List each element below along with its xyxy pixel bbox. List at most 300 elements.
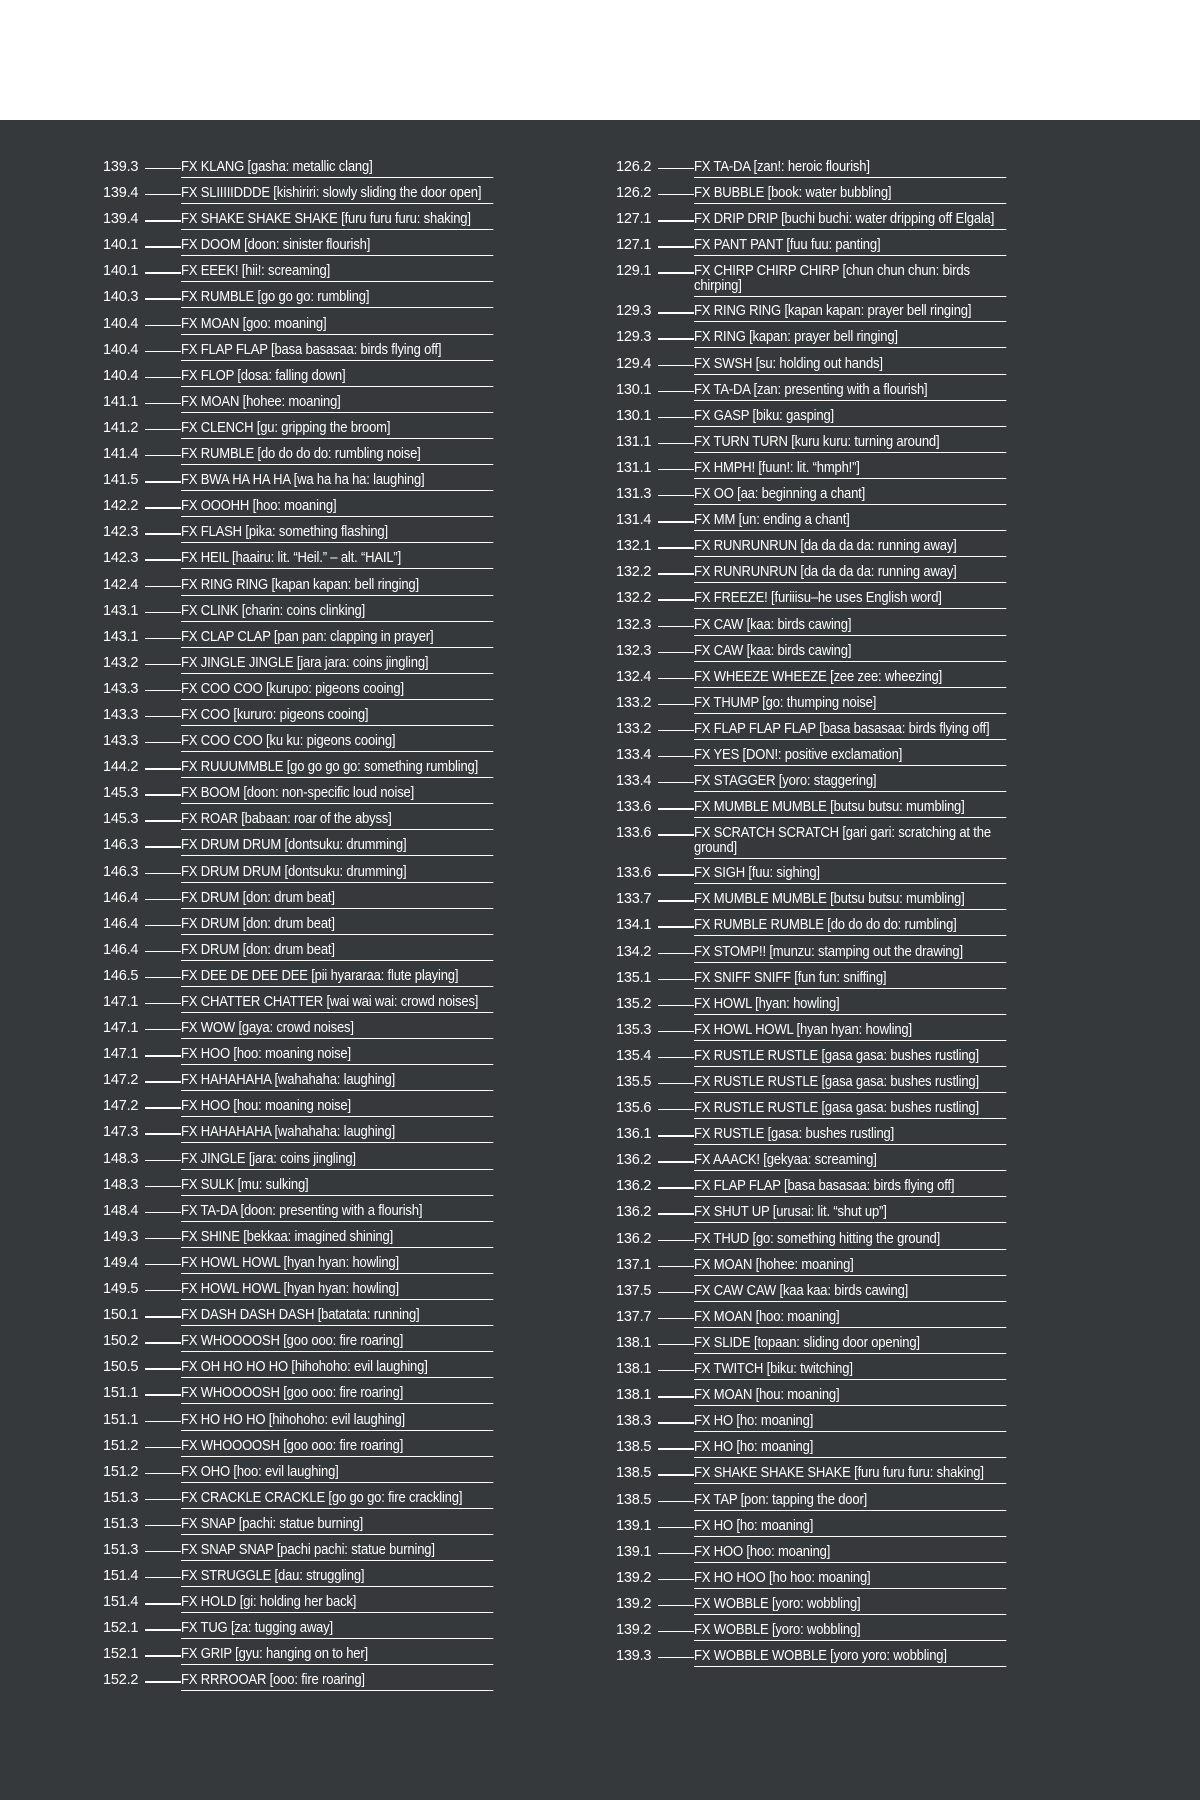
page-panel-number: 132.3 xyxy=(616,616,652,633)
page-panel-number: 137.1 xyxy=(616,1256,652,1273)
page-panel-number: 147.2 xyxy=(103,1072,139,1089)
sfx-entry xyxy=(103,496,528,522)
sfx-entry xyxy=(616,1229,1041,1255)
sfx-entry xyxy=(103,392,528,418)
page-panel-number: 140.3 xyxy=(103,289,139,306)
sfx-description: FX HMPH! [fuun!: lit. “hmph!”] xyxy=(694,458,1006,479)
sfx-list-right-column xyxy=(616,157,1041,1672)
sfx-description: FX STRUGGLE [dau: struggling] xyxy=(181,1566,493,1587)
sfx-description: FX MM [un: ending a chant] xyxy=(694,510,1006,531)
sfx-description: FX TUG [za: tugging away] xyxy=(181,1618,493,1639)
sfx-entry xyxy=(616,1411,1041,1437)
sfx-description: FX RUSTLE RUSTLE [gasa gasa: bushes rustling] xyxy=(694,1072,1006,1093)
sfx-description: FX YES [DON!: positive exclamation] xyxy=(694,745,1006,766)
leader-line xyxy=(658,678,694,679)
sfx-entry xyxy=(103,966,528,992)
sfx-entry xyxy=(616,562,1041,588)
page-panel-number: 133.4 xyxy=(616,773,652,790)
leader-line xyxy=(658,1422,694,1423)
sfx-description: FX TA-DA [doon: presenting with a flourish] xyxy=(181,1201,493,1222)
sfx-entry xyxy=(616,1124,1041,1150)
leader-line xyxy=(658,1501,694,1502)
leader-line xyxy=(145,586,181,587)
sfx-description: FX COO [kururo: pigeons cooing] xyxy=(181,705,493,726)
sfx-entry xyxy=(616,719,1041,745)
page-panel-number: 129.1 xyxy=(616,263,652,280)
sfx-description: FX JINGLE JINGLE [jara jara: coins jingling] xyxy=(181,653,493,674)
sfx-entry xyxy=(103,366,528,392)
page-panel-number: 139.2 xyxy=(616,1569,652,1586)
sfx-description: FX HOWL HOWL [hyan hyan: howling] xyxy=(181,1253,493,1274)
page-panel-number: 147.3 xyxy=(103,1124,139,1141)
sfx-entry xyxy=(103,1149,528,1175)
sfx-entry xyxy=(103,1566,528,1592)
sfx-entry xyxy=(616,745,1041,771)
sfx-description: FX THUD [go: something hitting the ground] xyxy=(694,1229,1006,1250)
sfx-description: FX RUSTLE RUSTLE [gasa gasa: bushes rustling] xyxy=(694,1098,1006,1119)
leader-line xyxy=(658,1448,694,1449)
page-panel-number: 140.4 xyxy=(103,341,139,358)
leader-line xyxy=(658,573,694,574)
sfx-description: FX SHAKE SHAKE SHAKE [furu furu furu: shaking] xyxy=(694,1463,1006,1484)
page-panel-number: 141.4 xyxy=(103,446,139,463)
sfx-entry xyxy=(616,1516,1041,1542)
sfx-entry xyxy=(103,940,528,966)
page-panel-number: 139.4 xyxy=(103,211,139,228)
page-panel-number: 147.2 xyxy=(103,1098,139,1115)
sfx-entry xyxy=(103,235,528,261)
sfx-entry xyxy=(103,1096,528,1122)
page-panel-number: 139.1 xyxy=(616,1543,652,1560)
sfx-entry xyxy=(103,888,528,914)
page-panel-number: 134.1 xyxy=(616,917,652,934)
page-panel-number: 145.3 xyxy=(103,785,139,802)
sfx-entry xyxy=(616,588,1041,614)
sfx-description: FX TA-DA [zan: presenting with a flourish] xyxy=(694,380,1006,401)
sfx-description: FX OH HO HO HO [hihohoho: evil laughing] xyxy=(181,1357,493,1378)
sfx-entry xyxy=(616,406,1041,432)
sfx-description: FX SWSH [su: holding out hands] xyxy=(694,354,1006,375)
sfx-description: FX ROAR [babaan: roar of the abyss] xyxy=(181,809,493,830)
page-panel-number: 152.1 xyxy=(103,1646,139,1663)
leader-line xyxy=(658,599,694,600)
sfx-entry xyxy=(616,641,1041,667)
page-panel-number: 131.1 xyxy=(616,459,652,476)
page-panel-number: 138.3 xyxy=(616,1413,652,1430)
leader-line xyxy=(145,951,181,952)
page-panel-number: 146.3 xyxy=(103,863,139,880)
sfx-description: FX CAW [kaa: birds cawing] xyxy=(694,615,1006,636)
page-panel-number: 147.1 xyxy=(103,1046,139,1063)
page-panel-number: 152.1 xyxy=(103,1620,139,1637)
leader-line xyxy=(658,1266,694,1267)
sfx-entry xyxy=(616,1202,1041,1228)
sfx-description: FX CHIRP CHIRP CHIRP [chun chun chun: birds chirping] xyxy=(694,261,1006,297)
page-panel-number: 135.4 xyxy=(616,1047,652,1064)
leader-line xyxy=(145,1055,181,1056)
leader-line xyxy=(658,1344,694,1345)
leader-line xyxy=(658,1031,694,1032)
sfx-description: FX GRIP [gyu: hanging on to her] xyxy=(181,1644,493,1665)
leader-line xyxy=(145,1212,181,1213)
sfx-description: FX RUMBLE [do do do do: rumbling noise] xyxy=(181,444,493,465)
sfx-description: FX FLASH [pika: something flashing] xyxy=(181,522,493,543)
sfx-description: FX SHUT UP [urusai: lit. “shut up”] xyxy=(694,1202,1006,1223)
sfx-description: FX SIGH [fuu: sighing] xyxy=(694,863,1006,884)
leader-line xyxy=(145,220,181,221)
page-panel-number: 143.3 xyxy=(103,706,139,723)
leader-line xyxy=(658,391,694,392)
top-margin xyxy=(0,0,1200,120)
sfx-description: FX HOWL HOWL [hyan hyan: howling] xyxy=(694,1020,1006,1041)
sfx-entry xyxy=(616,209,1041,235)
sfx-entry xyxy=(616,380,1041,406)
page-panel-number: 139.4 xyxy=(103,185,139,202)
sfx-description: FX SCRATCH SCRATCH [gari gari: scratching at the ground] xyxy=(694,823,1006,859)
leader-line xyxy=(145,1316,181,1317)
sfx-entry xyxy=(103,757,528,783)
sfx-entry xyxy=(103,627,528,653)
sfx-description: FX HOWL [hyan: howling] xyxy=(694,994,1006,1015)
leader-line xyxy=(145,1081,181,1082)
sfx-description: FX OHO [hoo: evil laughing] xyxy=(181,1462,493,1483)
sfx-description: FX HOWL HOWL [hyan hyan: howling] xyxy=(181,1279,493,1300)
sfx-description: FX FLOP [dosa: falling down] xyxy=(181,366,493,387)
sfx-entry xyxy=(103,1670,528,1696)
sfx-entry xyxy=(616,327,1041,353)
sfx-entry xyxy=(616,1281,1041,1307)
sfx-description: FX RUSTLE [gasa: bushes rustling] xyxy=(694,1124,1006,1145)
sfx-entry xyxy=(103,914,528,940)
page-panel-number: 133.6 xyxy=(616,865,652,882)
sfx-entry xyxy=(103,679,528,705)
leader-line xyxy=(145,846,181,847)
sfx-entry xyxy=(616,942,1041,968)
sfx-description: FX RUNRUNRUN [da da da da: running away] xyxy=(694,536,1006,557)
page-panel-number: 142.3 xyxy=(103,550,139,567)
leader-line xyxy=(145,1655,181,1656)
sfx-entry xyxy=(103,1644,528,1670)
leader-line xyxy=(145,1186,181,1187)
sfx-entry xyxy=(103,835,528,861)
page-panel-number: 133.4 xyxy=(616,746,652,763)
leader-line xyxy=(145,533,181,534)
leader-line xyxy=(658,900,694,901)
sfx-entry xyxy=(103,340,528,366)
page-panel-number: 148.3 xyxy=(103,1176,139,1193)
leader-line xyxy=(658,782,694,783)
sfx-entry xyxy=(616,432,1041,458)
leader-line xyxy=(145,1029,181,1030)
page-panel-number: 138.5 xyxy=(616,1491,652,1508)
sfx-description: FX WOW [gaya: crowd noises] xyxy=(181,1018,493,1039)
page-panel-number: 143.1 xyxy=(103,628,139,645)
leader-line xyxy=(145,507,181,508)
sfx-entry xyxy=(616,157,1041,183)
sfx-description: FX HO HO HO [hihohoho: evil laughing] xyxy=(181,1410,493,1431)
sfx-entry xyxy=(103,1488,528,1514)
sfx-description: FX MUMBLE MUMBLE [butsu butsu: mumbling] xyxy=(694,797,1006,818)
sfx-description: FX MOAN [hoo: moaning] xyxy=(694,1307,1006,1328)
sfx-description: FX FLAP FLAP [basa basasaa: birds flying off] xyxy=(694,1176,1006,1197)
sfx-entry xyxy=(103,522,528,548)
sfx-entry xyxy=(616,1463,1041,1489)
page-panel-number: 137.5 xyxy=(616,1282,652,1299)
page-panel-number: 140.4 xyxy=(103,367,139,384)
sfx-entry xyxy=(616,484,1041,510)
leader-line xyxy=(145,1447,181,1448)
page-panel-number: 135.1 xyxy=(616,969,652,986)
sfx-description: FX COO COO [kurupo: pigeons cooing] xyxy=(181,679,493,700)
sfx-entry xyxy=(103,1201,528,1227)
sfx-description: FX TURN TURN [kuru kuru: turning around] xyxy=(694,432,1006,453)
leader-line xyxy=(658,652,694,653)
sfx-entry xyxy=(103,1357,528,1383)
sfx-entry xyxy=(616,510,1041,536)
sfx-description: FX DASH DASH DASH [batatata: running] xyxy=(181,1305,493,1326)
sfx-entry xyxy=(616,693,1041,719)
leader-line xyxy=(658,443,694,444)
sfx-description: FX DEE DE DEE DEE [pii hyararaa: flute playing] xyxy=(181,966,493,987)
leader-line xyxy=(145,481,181,482)
page-panel-number: 151.3 xyxy=(103,1515,139,1532)
sfx-entry xyxy=(103,470,528,496)
leader-line xyxy=(145,690,181,691)
leader-line xyxy=(658,1109,694,1110)
leader-line xyxy=(658,220,694,221)
leader-line xyxy=(658,808,694,809)
leader-line xyxy=(145,1160,181,1161)
sfx-description: FX HOO [hou: moaning noise] xyxy=(181,1096,493,1117)
sfx-entry xyxy=(616,1594,1041,1620)
page-panel-number: 149.3 xyxy=(103,1228,139,1245)
sfx-description: FX CLAP CLAP [pan pan: clapping in prayer] xyxy=(181,627,493,648)
sfx-entry xyxy=(616,994,1041,1020)
sfx-description: FX RUMBLE [go go go: rumbling] xyxy=(181,287,493,308)
page-panel-number: 132.3 xyxy=(616,642,652,659)
sfx-description: FX WOBBLE [yoro: wobbling] xyxy=(694,1620,1006,1641)
leader-line xyxy=(658,1579,694,1580)
leader-line xyxy=(145,351,181,352)
sfx-description: FX SULK [mu: sulking] xyxy=(181,1175,493,1196)
leader-line xyxy=(145,403,181,404)
sfx-entry xyxy=(616,1046,1041,1072)
leader-line xyxy=(658,417,694,418)
sfx-description: FX CHATTER CHATTER [wai wai wai: crowd noises] xyxy=(181,992,493,1013)
sfx-description: FX TAP [pon: tapping the door] xyxy=(694,1490,1006,1511)
leader-line xyxy=(658,1005,694,1006)
leader-line xyxy=(658,1553,694,1554)
page-panel-number: 133.6 xyxy=(616,825,652,842)
sfx-description: FX FLAP FLAP [basa basasaa: birds flying off] xyxy=(181,340,493,361)
sfx-entry xyxy=(616,1646,1041,1672)
sfx-description: FX SNAP SNAP [pachi pachi: statue burning] xyxy=(181,1540,493,1561)
leader-line xyxy=(145,1264,181,1265)
leader-line xyxy=(145,638,181,639)
sfx-entry xyxy=(103,1410,528,1436)
sfx-description: FX SHAKE SHAKE SHAKE [furu furu furu: shaking] xyxy=(181,209,493,230)
sfx-entry xyxy=(616,1020,1041,1046)
page-panel-number: 139.2 xyxy=(616,1621,652,1638)
sfx-description: FX MOAN [goo: moaning] xyxy=(181,314,493,335)
sfx-description: FX RING [kapan: prayer bell ringing] xyxy=(694,327,1006,348)
leader-line xyxy=(658,1631,694,1632)
page-panel-number: 136.1 xyxy=(616,1126,652,1143)
sfx-entry xyxy=(103,1436,528,1462)
sfx-description: FX MOAN [hou: moaning] xyxy=(694,1385,1006,1406)
sfx-entry xyxy=(103,992,528,1018)
sfx-entry xyxy=(103,261,528,287)
sfx-description: FX DRUM [don: drum beat] xyxy=(181,914,493,935)
leader-line xyxy=(145,1629,181,1630)
page-panel-number: 135.2 xyxy=(616,995,652,1012)
sfx-description: FX RRROOAR [ooo: fire roaring] xyxy=(181,1670,493,1691)
sfx-description: FX PANT PANT [fuu fuu: panting] xyxy=(694,235,1006,256)
leader-line xyxy=(145,768,181,769)
leader-line xyxy=(658,469,694,470)
sfx-description: FX WOBBLE [yoro: wobbling] xyxy=(694,1594,1006,1615)
page-panel-number: 147.1 xyxy=(103,1020,139,1037)
leader-line xyxy=(145,325,181,326)
sfx-description: FX OOOHH [hoo: moaning] xyxy=(181,496,493,517)
leader-line xyxy=(658,312,694,313)
page-panel-number: 140.1 xyxy=(103,263,139,280)
sfx-entry xyxy=(616,458,1041,484)
sfx-entry xyxy=(103,731,528,757)
leader-line xyxy=(145,455,181,456)
sfx-entry xyxy=(103,1018,528,1044)
sfx-entry xyxy=(103,418,528,444)
page-panel-number: 142.3 xyxy=(103,524,139,541)
page-panel-number: 151.2 xyxy=(103,1437,139,1454)
sfx-description: FX RING RING [kapan kapan: prayer bell ringing] xyxy=(694,301,1006,322)
sfx-entry xyxy=(103,809,528,835)
page-panel-number: 133.6 xyxy=(616,799,652,816)
sfx-description: FX WHOOOOSH [goo ooo: fire roaring] xyxy=(181,1436,493,1457)
leader-line xyxy=(145,820,181,821)
leader-line xyxy=(145,1577,181,1578)
sfx-description: FX SNIFF SNIFF [fun fun: sniffing] xyxy=(694,968,1006,989)
sfx-entry xyxy=(616,1307,1041,1333)
sfx-entry xyxy=(616,771,1041,797)
leader-line xyxy=(658,194,694,195)
sfx-entry xyxy=(616,354,1041,380)
leader-line xyxy=(658,1605,694,1606)
sfx-description: FX CRACKLE CRACKLE [go go go: fire crackling] xyxy=(181,1488,493,1509)
leader-line xyxy=(658,979,694,980)
page-panel-number: 151.4 xyxy=(103,1594,139,1611)
sfx-entry xyxy=(103,653,528,679)
page-panel-number: 150.1 xyxy=(103,1307,139,1324)
sfx-entry xyxy=(616,863,1041,889)
page-panel-number: 139.3 xyxy=(616,1648,652,1665)
leader-line xyxy=(658,168,694,169)
sfx-entry xyxy=(103,1592,528,1618)
leader-line xyxy=(145,716,181,717)
leader-line xyxy=(145,1603,181,1604)
sfx-description: FX DRUM [don: drum beat] xyxy=(181,888,493,909)
page-panel-number: 132.2 xyxy=(616,564,652,581)
page-panel-number: 132.2 xyxy=(616,590,652,607)
sfx-entry xyxy=(616,823,1041,863)
sfx-entry xyxy=(616,235,1041,261)
leader-line xyxy=(145,1368,181,1369)
sfx-entry xyxy=(616,915,1041,941)
sfx-entry xyxy=(616,536,1041,562)
sfx-description: FX MUMBLE MUMBLE [butsu butsu: mumbling] xyxy=(694,889,1006,910)
leader-line xyxy=(658,365,694,366)
leader-line xyxy=(658,1474,694,1475)
sfx-entry xyxy=(103,1175,528,1201)
leader-line xyxy=(658,338,694,339)
page-panel-number: 138.1 xyxy=(616,1361,652,1378)
leader-line xyxy=(658,1527,694,1528)
leader-line xyxy=(658,1187,694,1188)
sfx-entry xyxy=(616,1176,1041,1202)
page-panel-number: 149.5 xyxy=(103,1281,139,1298)
page-panel-number: 138.1 xyxy=(616,1334,652,1351)
sfx-entry xyxy=(616,1333,1041,1359)
leader-line xyxy=(145,1421,181,1422)
sfx-description: FX CLENCH [gu: gripping the broom] xyxy=(181,418,493,439)
sfx-entry xyxy=(616,1255,1041,1281)
sfx-description: FX COO COO [ku ku: pigeons cooing] xyxy=(181,731,493,752)
sfx-entry xyxy=(616,667,1041,693)
leader-line xyxy=(145,246,181,247)
sfx-description: FX HEIL [haairu: lit. “Heil.” – alt. “HAIL”] xyxy=(181,548,493,569)
sfx-description: FX SHINE [bekkaa: imagined shining] xyxy=(181,1227,493,1248)
sfx-description: FX BUBBLE [book: water bubbling] xyxy=(694,183,1006,204)
sfx-entry xyxy=(103,862,528,888)
leader-line xyxy=(145,272,181,273)
sfx-list-left-column xyxy=(103,157,528,1697)
sfx-description: FX GASP [biku: gasping] xyxy=(694,406,1006,427)
sfx-entry xyxy=(616,1359,1041,1385)
sfx-description: FX HOO [hoo: moaning] xyxy=(694,1542,1006,1563)
page-panel-number: 136.2 xyxy=(616,1152,652,1169)
sfx-description: FX WHEEZE WHEEZE [zee zee: wheezing] xyxy=(694,667,1006,688)
page-panel-number: 150.2 xyxy=(103,1333,139,1350)
sfx-description: FX CAW [kaa: birds cawing] xyxy=(694,641,1006,662)
sfx-entry xyxy=(103,1462,528,1488)
sfx-entry xyxy=(616,301,1041,327)
page-panel-number: 129.4 xyxy=(616,355,652,372)
sfx-description: FX WOBBLE WOBBLE [yoro yoro: wobbling] xyxy=(694,1646,1006,1667)
sfx-entry xyxy=(103,1070,528,1096)
sfx-description: FX DRUM [don: drum beat] xyxy=(181,940,493,961)
sfx-entry xyxy=(103,705,528,731)
page-panel-number: 129.3 xyxy=(616,303,652,320)
sfx-entry xyxy=(103,314,528,340)
leader-line xyxy=(658,1370,694,1371)
page-panel-number: 149.4 xyxy=(103,1254,139,1271)
sfx-description: FX HO [ho: moaning] xyxy=(694,1437,1006,1458)
page-panel-number: 143.3 xyxy=(103,733,139,750)
page-panel-number: 139.1 xyxy=(616,1517,652,1534)
sfx-description: FX HO HOO [ho hoo: moaning] xyxy=(694,1568,1006,1589)
sfx-entry xyxy=(103,1331,528,1357)
page-panel-number: 141.1 xyxy=(103,393,139,410)
leader-line xyxy=(145,559,181,560)
leader-line xyxy=(145,794,181,795)
leader-line xyxy=(658,953,694,954)
sfx-description: FX KLANG [gasha: metallic clang] xyxy=(181,157,493,178)
leader-line xyxy=(145,977,181,978)
sfx-description: FX CLINK [charin: coins clinking] xyxy=(181,601,493,622)
sfx-entry xyxy=(616,889,1041,915)
leader-line xyxy=(658,834,694,835)
sfx-description: FX RUSTLE RUSTLE [gasa gasa: bushes rustling] xyxy=(694,1046,1006,1067)
